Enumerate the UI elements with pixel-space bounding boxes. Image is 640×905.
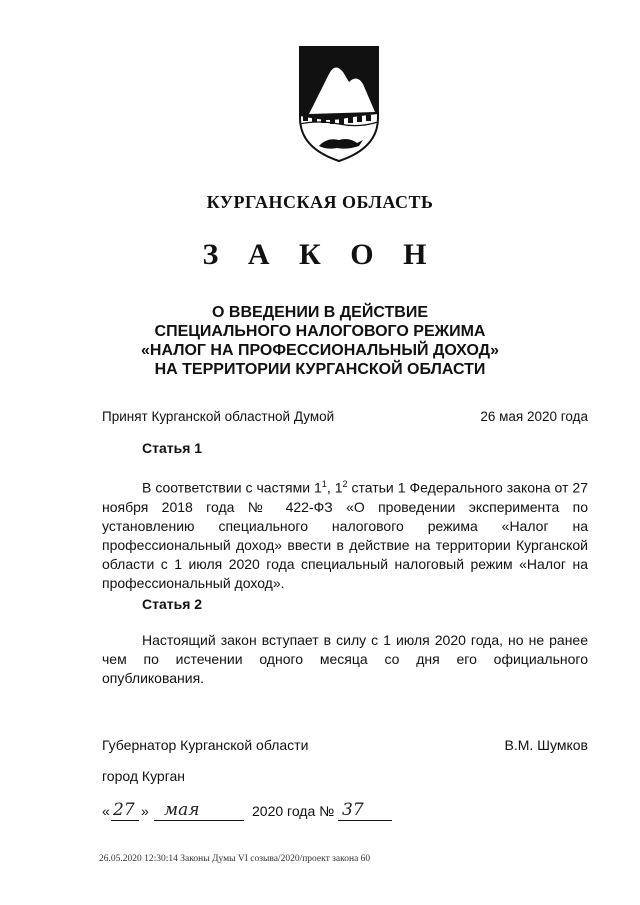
superscript: 2 bbox=[342, 479, 348, 489]
law-title-line: НА ТЕРРИТОРИИ КУРГАНСКОЙ ОБЛАСТИ bbox=[154, 361, 486, 378]
handwritten-number: 37 bbox=[342, 800, 364, 820]
handwritten-month: мая bbox=[164, 800, 200, 820]
city: город Курган bbox=[102, 768, 186, 784]
handwritten-day: 27 bbox=[113, 800, 135, 820]
signatory-position: Губернатор Курганской области bbox=[102, 737, 309, 753]
law-title-line: «НАЛОГ НА ПРОФЕССИОНАЛЬНЫЙ ДОХОД» bbox=[141, 342, 499, 359]
adopted-by: Принят Курганской областной Думой bbox=[102, 409, 335, 424]
article-2-text: Настоящий закон вступает в силу с 1 июля 2020 года, но не ранее чем по истечении одного месяца со дня его официального опубликования. bbox=[102, 632, 588, 686]
year-and-number-label: 2020 года № bbox=[252, 803, 335, 819]
region-name: КУРГАНСКАЯ ОБЛАСТЬ bbox=[206, 192, 434, 212]
coat-of-arms-icon bbox=[297, 44, 381, 164]
month-underline bbox=[154, 820, 244, 821]
law-title bbox=[0, 303, 640, 379]
superscript: 1 bbox=[321, 479, 327, 489]
law-title-line: СПЕЦИАЛЬНОГО НАЛОГОВОГО РЕЖИМА bbox=[154, 323, 486, 340]
close-quote: » bbox=[141, 803, 149, 819]
document-type: З А К О Н bbox=[202, 238, 438, 271]
day-underline bbox=[111, 820, 139, 821]
article-1-text bbox=[102, 475, 588, 593]
article-1-text-part: статьи 1 Федерального закона от 27 ноября 2018 года № 422-ФЗ «О проведении эксперимента по установлению специального налогового режима «Налог на профессиональный доход» ввести в действие на территории Курганской области с 1 июля 2020 года специальный налоговый режим «Налог на профессиональный доход». bbox=[102, 479, 588, 591]
footer-meta: 26.05.2020 12:30:14 Законы Думы VI созыва/2020/проект закона 60 bbox=[99, 854, 371, 864]
signatory-name: В.М. Шумков bbox=[504, 737, 588, 753]
article-2-heading: Статья 2 bbox=[142, 596, 203, 612]
article-1-text-part: , 1 bbox=[326, 479, 343, 496]
open-quote: « bbox=[102, 803, 110, 819]
article-1-heading: Статья 1 bbox=[142, 440, 203, 456]
signing-date-line bbox=[102, 801, 422, 827]
adoption-date: 26 мая 2020 года bbox=[480, 409, 588, 424]
number-underline bbox=[338, 820, 392, 821]
law-title-line: О ВВЕДЕНИИ В ДЕЙСТВИЕ bbox=[212, 304, 428, 321]
article-1-text-part: В соответствии с частями 1 bbox=[142, 479, 322, 496]
